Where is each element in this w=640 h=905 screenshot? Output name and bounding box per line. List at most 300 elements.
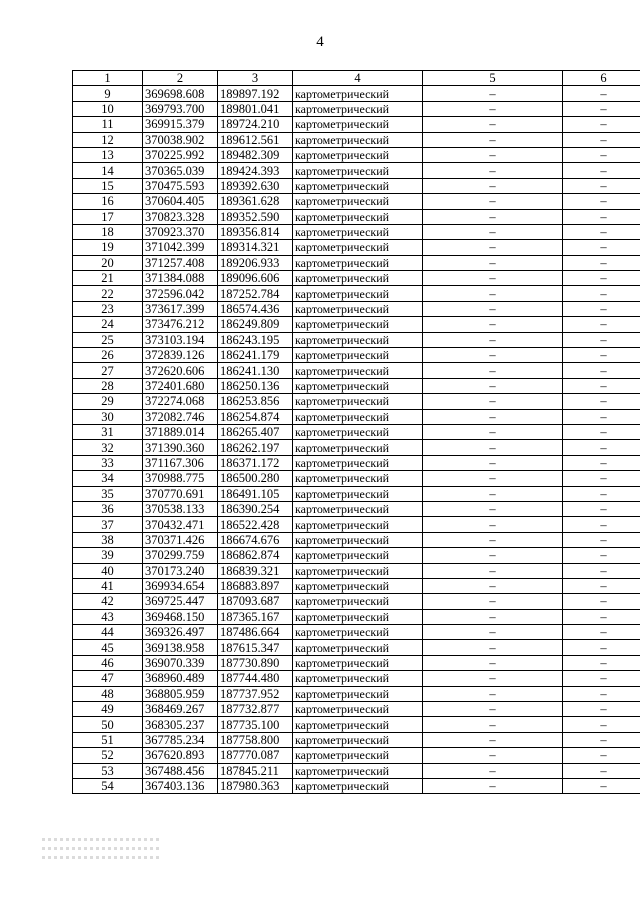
column-6-cell: – — [563, 194, 640, 209]
table-header-row — [73, 71, 640, 86]
x-coordinate-cell: 368960.489 — [143, 671, 218, 686]
method-cell: картометрический — [293, 686, 423, 701]
column-6-cell: – — [563, 563, 640, 578]
y-coordinate-cell: 189096.606 — [218, 271, 293, 286]
column-5-cell: – — [423, 394, 563, 409]
x-coordinate-cell: 367785.234 — [143, 732, 218, 747]
table-row — [73, 640, 640, 655]
column-6-cell: – — [563, 301, 640, 316]
column-5-cell: – — [423, 763, 563, 778]
method-cell: картометрический — [293, 132, 423, 147]
x-coordinate-cell: 370988.775 — [143, 471, 218, 486]
column-5-cell: – — [423, 455, 563, 470]
method-cell: картометрический — [293, 655, 423, 670]
column-5-cell: – — [423, 86, 563, 101]
column-5-cell: – — [423, 532, 563, 547]
y-coordinate-cell: 187735.100 — [218, 717, 293, 732]
point-number-cell: 26 — [73, 348, 143, 363]
column-6-cell: – — [563, 255, 640, 270]
column-5-cell: – — [423, 501, 563, 516]
x-coordinate-cell: 373103.194 — [143, 332, 218, 347]
x-coordinate-cell: 367488.456 — [143, 763, 218, 778]
x-coordinate-cell: 372839.126 — [143, 348, 218, 363]
method-cell: картометрический — [293, 178, 423, 193]
method-cell: картометрический — [293, 578, 423, 593]
column-6-cell: – — [563, 271, 640, 286]
table-row — [73, 655, 640, 670]
y-coordinate-cell: 189897.192 — [218, 86, 293, 101]
column-5-cell: – — [423, 101, 563, 116]
table-row — [73, 517, 640, 532]
column-5-cell: – — [423, 671, 563, 686]
x-coordinate-cell: 371257.408 — [143, 255, 218, 270]
column-6-cell: – — [563, 686, 640, 701]
x-coordinate-cell: 371167.306 — [143, 455, 218, 470]
column-5-cell: – — [423, 594, 563, 609]
column-6-cell: – — [563, 117, 640, 132]
y-coordinate-cell: 189424.393 — [218, 163, 293, 178]
table-row — [73, 578, 640, 593]
x-coordinate-cell: 369698.608 — [143, 86, 218, 101]
table-row — [73, 532, 640, 547]
x-coordinate-cell: 372082.746 — [143, 409, 218, 424]
column-5-cell: – — [423, 732, 563, 747]
table-row — [73, 378, 640, 393]
point-number-cell: 54 — [73, 778, 143, 793]
point-number-cell: 40 — [73, 563, 143, 578]
y-coordinate-cell: 189482.309 — [218, 147, 293, 162]
y-coordinate-cell: 189356.814 — [218, 224, 293, 239]
table-row — [73, 271, 640, 286]
point-number-cell: 28 — [73, 378, 143, 393]
method-cell: картометрический — [293, 301, 423, 316]
point-number-cell: 47 — [73, 671, 143, 686]
point-number-cell: 42 — [73, 594, 143, 609]
column-5-cell: – — [423, 286, 563, 301]
y-coordinate-cell: 189361.628 — [218, 194, 293, 209]
point-number-cell: 22 — [73, 286, 143, 301]
faded-stamp — [42, 832, 160, 874]
point-number-cell: 14 — [73, 163, 143, 178]
method-cell: картометрический — [293, 394, 423, 409]
column-6-cell: – — [563, 455, 640, 470]
column-5-cell: – — [423, 194, 563, 209]
point-number-cell: 53 — [73, 763, 143, 778]
column-6-cell: – — [563, 409, 640, 424]
column-6-cell: – — [563, 394, 640, 409]
column-6-cell: – — [563, 348, 640, 363]
method-cell: картометрический — [293, 86, 423, 101]
column-6-cell: – — [563, 178, 640, 193]
column-5-cell: – — [423, 471, 563, 486]
header-cell: 2 — [143, 71, 218, 86]
point-number-cell: 52 — [73, 748, 143, 763]
point-number-cell: 23 — [73, 301, 143, 316]
column-5-cell: – — [423, 748, 563, 763]
method-cell: картометрический — [293, 271, 423, 286]
table-row — [73, 778, 640, 793]
y-coordinate-cell: 187758.800 — [218, 732, 293, 747]
point-number-cell: 20 — [73, 255, 143, 270]
x-coordinate-cell: 370173.240 — [143, 563, 218, 578]
point-number-cell: 37 — [73, 517, 143, 532]
column-6-cell: – — [563, 532, 640, 547]
column-5-cell: – — [423, 224, 563, 239]
column-5-cell: – — [423, 717, 563, 732]
column-5-cell: – — [423, 563, 563, 578]
point-number-cell: 9 — [73, 86, 143, 101]
header-cell: 5 — [423, 71, 563, 86]
x-coordinate-cell: 373476.212 — [143, 317, 218, 332]
x-coordinate-cell: 370299.759 — [143, 548, 218, 563]
method-cell: картометрический — [293, 117, 423, 132]
method-cell: картометрический — [293, 424, 423, 439]
point-number-cell: 49 — [73, 702, 143, 717]
table-row — [73, 132, 640, 147]
point-number-cell: 41 — [73, 578, 143, 593]
method-cell: картометрический — [293, 455, 423, 470]
table-row — [73, 224, 640, 239]
point-number-cell: 18 — [73, 224, 143, 239]
column-6-cell: – — [563, 625, 640, 640]
method-cell: картометрический — [293, 348, 423, 363]
column-5-cell: – — [423, 609, 563, 624]
point-number-cell: 12 — [73, 132, 143, 147]
y-coordinate-cell: 186249.809 — [218, 317, 293, 332]
y-coordinate-cell: 186839.321 — [218, 563, 293, 578]
method-cell: картометрический — [293, 240, 423, 255]
x-coordinate-cell: 369070.339 — [143, 655, 218, 670]
column-5-cell: – — [423, 778, 563, 793]
x-coordinate-cell: 372596.042 — [143, 286, 218, 301]
column-5-cell: – — [423, 255, 563, 270]
method-cell: картометрический — [293, 194, 423, 209]
point-number-cell: 33 — [73, 455, 143, 470]
column-6-cell: – — [563, 363, 640, 378]
table-row — [73, 717, 640, 732]
x-coordinate-cell: 373617.399 — [143, 301, 218, 316]
method-cell: картометрический — [293, 363, 423, 378]
point-number-cell: 38 — [73, 532, 143, 547]
x-coordinate-cell: 370432.471 — [143, 517, 218, 532]
x-coordinate-cell: 369468.150 — [143, 609, 218, 624]
method-cell: картометрический — [293, 317, 423, 332]
y-coordinate-cell: 186243.195 — [218, 332, 293, 347]
column-6-cell: – — [563, 640, 640, 655]
column-5-cell: – — [423, 363, 563, 378]
point-number-cell: 35 — [73, 486, 143, 501]
table-row — [73, 748, 640, 763]
column-5-cell: – — [423, 132, 563, 147]
y-coordinate-cell: 186250.136 — [218, 378, 293, 393]
column-6-cell: – — [563, 732, 640, 747]
page-number: 4 — [316, 34, 324, 50]
point-number-cell: 36 — [73, 501, 143, 516]
method-cell: картометрический — [293, 286, 423, 301]
x-coordinate-cell: 369725.447 — [143, 594, 218, 609]
column-6-cell: – — [563, 486, 640, 501]
y-coordinate-cell: 186883.897 — [218, 578, 293, 593]
x-coordinate-cell: 368305.237 — [143, 717, 218, 732]
method-cell: картометрический — [293, 609, 423, 624]
point-number-cell: 46 — [73, 655, 143, 670]
column-5-cell: – — [423, 332, 563, 347]
table-row — [73, 178, 640, 193]
y-coordinate-cell: 189314.321 — [218, 240, 293, 255]
x-coordinate-cell: 372620.606 — [143, 363, 218, 378]
column-6-cell: – — [563, 748, 640, 763]
point-number-cell: 15 — [73, 178, 143, 193]
method-cell: картометрический — [293, 702, 423, 717]
column-6-cell: – — [563, 86, 640, 101]
method-cell: картометрический — [293, 409, 423, 424]
table-row — [73, 548, 640, 563]
method-cell: картометрический — [293, 532, 423, 547]
table-row — [73, 594, 640, 609]
table-row — [73, 117, 640, 132]
y-coordinate-cell: 186390.254 — [218, 501, 293, 516]
y-coordinate-cell: 186241.130 — [218, 363, 293, 378]
table-row — [73, 209, 640, 224]
x-coordinate-cell: 370371.426 — [143, 532, 218, 547]
column-6-cell: – — [563, 209, 640, 224]
method-cell: картометрический — [293, 147, 423, 162]
x-coordinate-cell: 372401.680 — [143, 378, 218, 393]
x-coordinate-cell: 369793.700 — [143, 101, 218, 116]
table-row — [73, 286, 640, 301]
point-number-cell: 45 — [73, 640, 143, 655]
x-coordinate-cell: 370770.691 — [143, 486, 218, 501]
point-number-cell: 44 — [73, 625, 143, 640]
x-coordinate-cell: 369326.497 — [143, 625, 218, 640]
column-5-cell: – — [423, 209, 563, 224]
y-coordinate-cell: 187770.087 — [218, 748, 293, 763]
y-coordinate-cell: 186500.280 — [218, 471, 293, 486]
table-row — [73, 501, 640, 516]
header-cell: 1 — [73, 71, 143, 86]
column-6-cell: – — [563, 224, 640, 239]
method-cell: картометрический — [293, 163, 423, 178]
table-row — [73, 332, 640, 347]
point-number-cell: 39 — [73, 548, 143, 563]
y-coordinate-cell: 189801.041 — [218, 101, 293, 116]
x-coordinate-cell: 369915.379 — [143, 117, 218, 132]
column-6-cell: – — [563, 594, 640, 609]
point-number-cell: 34 — [73, 471, 143, 486]
table-row — [73, 147, 640, 162]
table-row — [73, 101, 640, 116]
column-5-cell: – — [423, 271, 563, 286]
column-5-cell: – — [423, 686, 563, 701]
column-6-cell: – — [563, 609, 640, 624]
table-row — [73, 563, 640, 578]
method-cell: картометрический — [293, 486, 423, 501]
method-cell: картометрический — [293, 778, 423, 793]
column-5-cell: – — [423, 178, 563, 193]
table-row — [73, 255, 640, 270]
method-cell: картометрический — [293, 224, 423, 239]
x-coordinate-cell: 371889.014 — [143, 424, 218, 439]
point-number-cell: 31 — [73, 424, 143, 439]
column-6-cell: – — [563, 501, 640, 516]
x-coordinate-cell: 367620.893 — [143, 748, 218, 763]
y-coordinate-cell: 189206.933 — [218, 255, 293, 270]
y-coordinate-cell: 186862.874 — [218, 548, 293, 563]
x-coordinate-cell: 369138.958 — [143, 640, 218, 655]
y-coordinate-cell: 187093.687 — [218, 594, 293, 609]
column-5-cell: – — [423, 424, 563, 439]
x-coordinate-cell: 370604.405 — [143, 194, 218, 209]
column-6-cell: – — [563, 132, 640, 147]
table-row — [73, 609, 640, 624]
y-coordinate-cell: 187615.347 — [218, 640, 293, 655]
table-row — [73, 486, 640, 501]
table-row — [73, 86, 640, 101]
header-cell: 3 — [218, 71, 293, 86]
column-6-cell: – — [563, 763, 640, 778]
column-6-cell: – — [563, 147, 640, 162]
x-coordinate-cell: 368469.267 — [143, 702, 218, 717]
y-coordinate-cell: 186253.856 — [218, 394, 293, 409]
column-5-cell: – — [423, 317, 563, 332]
column-6-cell: – — [563, 471, 640, 486]
method-cell: картометрический — [293, 732, 423, 747]
method-cell: картометрический — [293, 563, 423, 578]
point-number-cell: 43 — [73, 609, 143, 624]
point-number-cell: 30 — [73, 409, 143, 424]
column-6-cell: – — [563, 332, 640, 347]
table-row — [73, 163, 640, 178]
point-number-cell: 29 — [73, 394, 143, 409]
y-coordinate-cell: 186674.676 — [218, 532, 293, 547]
table-row — [73, 424, 640, 439]
point-number-cell: 32 — [73, 440, 143, 455]
point-number-cell: 50 — [73, 717, 143, 732]
column-6-cell: – — [563, 578, 640, 593]
x-coordinate-cell: 370038.902 — [143, 132, 218, 147]
y-coordinate-cell: 187732.877 — [218, 702, 293, 717]
method-cell: картометрический — [293, 101, 423, 116]
x-coordinate-cell: 370538.133 — [143, 501, 218, 516]
column-6-cell: – — [563, 517, 640, 532]
x-coordinate-cell: 370923.370 — [143, 224, 218, 239]
point-number-cell: 21 — [73, 271, 143, 286]
y-coordinate-cell: 186491.105 — [218, 486, 293, 501]
y-coordinate-cell: 187252.784 — [218, 286, 293, 301]
y-coordinate-cell: 187845.211 — [218, 763, 293, 778]
method-cell: картометрический — [293, 640, 423, 655]
y-coordinate-cell: 186254.874 — [218, 409, 293, 424]
method-cell: картометрический — [293, 209, 423, 224]
column-6-cell: – — [563, 440, 640, 455]
method-cell: картометрический — [293, 440, 423, 455]
table-row — [73, 348, 640, 363]
column-5-cell: – — [423, 486, 563, 501]
table-row — [73, 763, 640, 778]
table-row — [73, 471, 640, 486]
table-row — [73, 702, 640, 717]
x-coordinate-cell: 371042.399 — [143, 240, 218, 255]
column-5-cell: – — [423, 240, 563, 255]
column-6-cell: – — [563, 163, 640, 178]
y-coordinate-cell: 187730.890 — [218, 655, 293, 670]
y-coordinate-cell: 187737.952 — [218, 686, 293, 701]
x-coordinate-cell: 371390.360 — [143, 440, 218, 455]
column-6-cell: – — [563, 671, 640, 686]
y-coordinate-cell: 187486.664 — [218, 625, 293, 640]
table-row — [73, 732, 640, 747]
column-6-cell: – — [563, 424, 640, 439]
header-cell: 4 — [293, 71, 423, 86]
point-number-cell: 25 — [73, 332, 143, 347]
column-6-cell: – — [563, 101, 640, 116]
method-cell: картометрический — [293, 763, 423, 778]
column-6-cell: – — [563, 317, 640, 332]
column-6-cell: – — [563, 548, 640, 563]
method-cell: картометрический — [293, 501, 423, 516]
column-5-cell: – — [423, 378, 563, 393]
point-number-cell: 10 — [73, 101, 143, 116]
column-6-cell: – — [563, 717, 640, 732]
point-number-cell: 17 — [73, 209, 143, 224]
column-6-cell: – — [563, 778, 640, 793]
x-coordinate-cell: 370475.593 — [143, 178, 218, 193]
column-5-cell: – — [423, 409, 563, 424]
method-cell: картометрический — [293, 717, 423, 732]
x-coordinate-cell: 368805.959 — [143, 686, 218, 701]
x-coordinate-cell: 370225.992 — [143, 147, 218, 162]
y-coordinate-cell: 187744.480 — [218, 671, 293, 686]
column-6-cell: – — [563, 702, 640, 717]
column-5-cell: – — [423, 625, 563, 640]
method-cell: картометрический — [293, 748, 423, 763]
method-cell: картометрический — [293, 671, 423, 686]
table-row — [73, 440, 640, 455]
column-5-cell: – — [423, 548, 563, 563]
column-5-cell: – — [423, 348, 563, 363]
table-row — [73, 363, 640, 378]
point-number-cell: 19 — [73, 240, 143, 255]
header-cell: 6 — [563, 71, 640, 86]
x-coordinate-cell: 371384.088 — [143, 271, 218, 286]
column-5-cell: – — [423, 640, 563, 655]
y-coordinate-cell: 187365.167 — [218, 609, 293, 624]
column-5-cell: – — [423, 301, 563, 316]
method-cell: картометрический — [293, 548, 423, 563]
point-number-cell: 51 — [73, 732, 143, 747]
x-coordinate-cell: 370823.328 — [143, 209, 218, 224]
y-coordinate-cell: 189612.561 — [218, 132, 293, 147]
method-cell: картометрический — [293, 471, 423, 486]
y-coordinate-cell: 187980.363 — [218, 778, 293, 793]
point-number-cell: 27 — [73, 363, 143, 378]
column-6-cell: – — [563, 286, 640, 301]
x-coordinate-cell: 369934.654 — [143, 578, 218, 593]
table-row — [73, 317, 640, 332]
y-coordinate-cell: 186262.197 — [218, 440, 293, 455]
table-row — [73, 625, 640, 640]
column-5-cell: – — [423, 163, 563, 178]
column-5-cell: – — [423, 655, 563, 670]
column-5-cell: – — [423, 517, 563, 532]
column-6-cell: – — [563, 378, 640, 393]
point-number-cell: 11 — [73, 117, 143, 132]
table-row — [73, 455, 640, 470]
column-5-cell: – — [423, 702, 563, 717]
method-cell: картометрический — [293, 517, 423, 532]
method-cell: картометрический — [293, 625, 423, 640]
column-6-cell: – — [563, 240, 640, 255]
